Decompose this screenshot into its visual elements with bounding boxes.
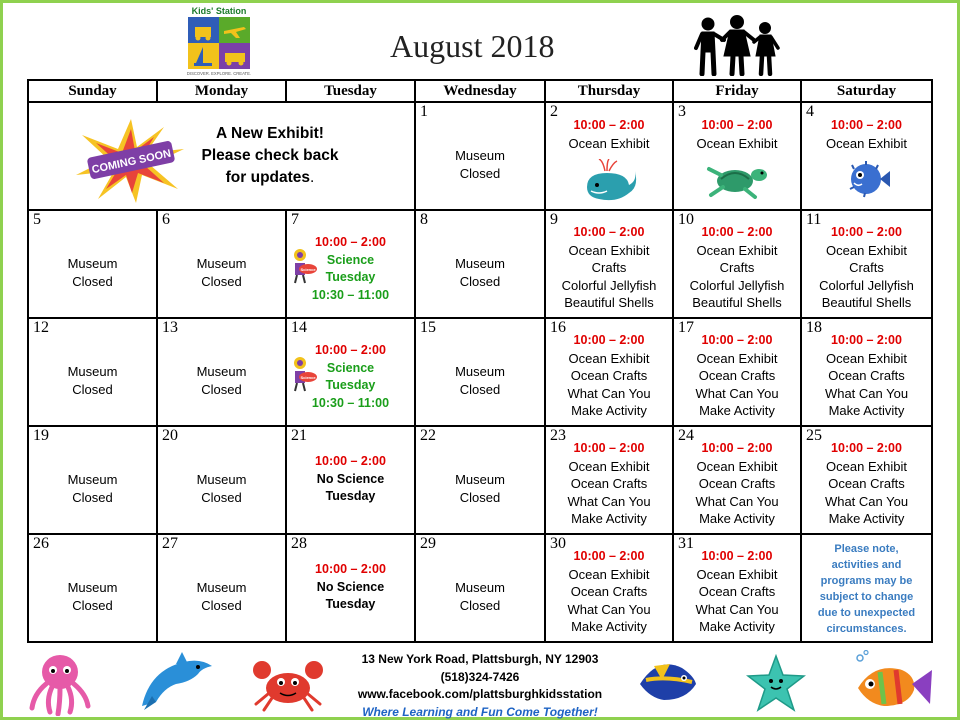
day-events — [158, 471, 285, 506]
event-line: Ocean Exhibit — [674, 350, 800, 368]
day-number: 14 — [291, 319, 307, 337]
event-line: Science — [287, 252, 414, 270]
event-line: Ocean Exhibit — [802, 135, 931, 153]
event-line: 10:00 – 2:00 — [287, 453, 414, 471]
day-events — [802, 332, 931, 420]
event-line: Closed — [416, 489, 544, 507]
event-line: Museum — [158, 471, 285, 489]
event-line: Closed — [416, 597, 544, 615]
event-line: Tuesday — [287, 596, 414, 614]
event-line: Beautiful Shells — [802, 294, 931, 312]
event-line: Ocean Crafts — [802, 475, 931, 493]
event-line: Museum — [416, 255, 544, 273]
event-line: What Can You — [546, 601, 672, 619]
event-line: 10:00 – 2:00 — [287, 234, 414, 252]
day-cell — [545, 102, 673, 210]
week-row — [28, 210, 932, 318]
new-exhibit-text: A New Exhibit! Please check back for updates. — [195, 123, 345, 189]
day-number: 3 — [678, 103, 686, 121]
day-events — [802, 224, 931, 312]
event-line: Ocean Exhibit — [802, 458, 931, 476]
event-line: Make Activity — [674, 402, 800, 420]
event-line: Museum — [158, 255, 285, 273]
event-line: Closed — [29, 381, 156, 399]
day-events — [674, 117, 800, 152]
day-number: 18 — [806, 319, 822, 337]
day-cell — [801, 426, 932, 534]
event-line: What Can You — [546, 385, 672, 403]
event-line: Museum — [158, 579, 285, 597]
event-line: Ocean Crafts — [674, 475, 800, 493]
day-cell — [286, 534, 415, 642]
event-line: Ocean Crafts — [546, 583, 672, 601]
day-number: 1 — [420, 103, 428, 121]
day-cell — [28, 210, 157, 318]
event-line: What Can You — [674, 601, 800, 619]
event-line: Beautiful Shells — [674, 294, 800, 312]
science-figure-icon — [291, 355, 317, 393]
day-cell — [801, 318, 932, 426]
event-line: 10:00 – 2:00 — [546, 548, 672, 566]
science-figure-icon — [291, 247, 317, 285]
event-line: Ocean Crafts — [802, 367, 931, 385]
event-line: Crafts — [674, 259, 800, 277]
coming-soon-banner — [28, 102, 415, 210]
day-events — [416, 471, 544, 506]
day-cell — [157, 534, 286, 642]
event-line: What Can You — [802, 493, 931, 511]
event-line: Tuesday — [287, 488, 414, 506]
event-line: Museum — [158, 363, 285, 381]
day-cell — [415, 534, 545, 642]
day-number: 13 — [162, 319, 178, 337]
day-number: 31 — [678, 535, 694, 553]
notice-cell — [801, 534, 932, 642]
event-line: Closed — [158, 597, 285, 615]
kids-station-logo — [186, 5, 252, 77]
pufferfish-icon — [844, 159, 890, 199]
day-number: 26 — [33, 535, 49, 553]
event-line: Closed — [158, 273, 285, 291]
event-line: 10:00 – 2:00 — [546, 332, 672, 350]
event-line: 10:30 – 11:00 — [287, 287, 414, 305]
dolphin-icon — [136, 650, 216, 712]
event-line: Museum — [29, 363, 156, 381]
event-line: Science — [287, 360, 414, 378]
day-number: 27 — [162, 535, 178, 553]
event-line: Make Activity — [674, 510, 800, 528]
day-number: 5 — [33, 211, 41, 229]
svg-text:Science: Science — [300, 267, 316, 272]
event-line: Closed — [416, 381, 544, 399]
day-cell — [673, 426, 801, 534]
weekday-header: Wednesday — [415, 80, 545, 102]
event-line: Ocean Exhibit — [674, 458, 800, 476]
day-number: 30 — [550, 535, 566, 553]
event-line: Ocean Exhibit — [546, 135, 672, 153]
day-cell — [28, 534, 157, 642]
day-events — [29, 471, 156, 506]
event-line: Closed — [416, 273, 544, 291]
event-line: Ocean Exhibit — [674, 242, 800, 260]
event-line: 10:00 – 2:00 — [546, 224, 672, 242]
event-line: Museum — [416, 147, 544, 165]
day-number: 15 — [420, 319, 436, 337]
page-title: August 2018 — [390, 28, 554, 65]
svg-text:DISCOVER. EXPLORE. CREATE.: DISCOVER. EXPLORE. CREATE. — [187, 71, 251, 76]
event-line: Ocean Exhibit — [674, 566, 800, 584]
event-line: Ocean Exhibit — [546, 350, 672, 368]
day-events — [674, 332, 800, 420]
day-events — [416, 255, 544, 290]
event-line: Make Activity — [546, 618, 672, 636]
day-number: 6 — [162, 211, 170, 229]
event-line: Museum — [29, 255, 156, 273]
event-line: Tuesday — [287, 377, 414, 395]
event-line: 10:00 – 2:00 — [546, 440, 672, 458]
day-cell — [801, 210, 932, 318]
event-line: 10:00 – 2:00 — [287, 342, 414, 360]
event-line: What Can You — [546, 493, 672, 511]
day-cell — [28, 426, 157, 534]
day-cell — [415, 210, 545, 318]
event-line: Crafts — [546, 259, 672, 277]
day-number: 23 — [550, 427, 566, 445]
day-cell — [673, 102, 801, 210]
event-line: Closed — [158, 381, 285, 399]
event-line: Beautiful Shells — [546, 294, 672, 312]
day-events — [287, 561, 414, 614]
day-events — [416, 579, 544, 614]
day-cell — [286, 426, 415, 534]
event-line: Colorful Jellyfish — [546, 277, 672, 295]
day-number: 29 — [420, 535, 436, 553]
day-number: 21 — [291, 427, 307, 445]
event-line: 10:00 – 2:00 — [674, 117, 800, 135]
day-events — [674, 440, 800, 528]
event-line: Closed — [29, 489, 156, 507]
whale-icon — [581, 159, 637, 203]
calendar-grid — [27, 79, 933, 643]
weekday-header: Tuesday — [286, 80, 415, 102]
day-cell — [415, 102, 545, 210]
day-cell — [157, 210, 286, 318]
event-line: Ocean Exhibit — [674, 135, 800, 153]
day-number: 28 — [291, 535, 307, 553]
event-line: Crafts — [802, 259, 931, 277]
day-events — [546, 117, 672, 152]
week-row — [28, 426, 932, 534]
weekday-header: Sunday — [28, 80, 157, 102]
day-events — [546, 332, 672, 420]
day-events — [158, 363, 285, 398]
day-number: 20 — [162, 427, 178, 445]
event-line: Ocean Crafts — [674, 583, 800, 601]
day-events — [29, 579, 156, 614]
day-number: 11 — [806, 211, 821, 229]
day-cell — [157, 318, 286, 426]
event-line: Ocean Exhibit — [546, 242, 672, 260]
day-number: 17 — [678, 319, 694, 337]
event-line: Closed — [416, 165, 544, 183]
day-number: 7 — [291, 211, 299, 229]
weekday-header-row — [28, 80, 932, 102]
event-line: Ocean Crafts — [546, 367, 672, 385]
week-row — [28, 534, 932, 642]
day-events — [29, 255, 156, 290]
day-number: 4 — [806, 103, 814, 121]
event-line: No Science — [287, 579, 414, 597]
day-number: 24 — [678, 427, 694, 445]
day-events — [29, 363, 156, 398]
event-line: Closed — [158, 489, 285, 507]
svg-text:COMING SOON: COMING SOON — [91, 148, 172, 177]
weekday-header: Friday — [673, 80, 801, 102]
footer-contact — [300, 651, 660, 721]
crab-icon — [250, 656, 326, 712]
event-line: 10:00 – 2:00 — [674, 440, 800, 458]
day-events — [416, 147, 544, 182]
event-line: 10:00 – 2:00 — [802, 117, 931, 135]
event-line: 10:00 – 2:00 — [287, 561, 414, 579]
tropical-fish-icon — [636, 650, 698, 712]
event-line: Ocean Exhibit — [546, 566, 672, 584]
sea-turtle-icon — [705, 159, 769, 199]
weekday-header: Thursday — [545, 80, 673, 102]
event-line: 10:00 – 2:00 — [674, 548, 800, 566]
phone: (518)324-7426 — [300, 669, 660, 687]
day-cell — [673, 534, 801, 642]
event-line: Museum — [29, 471, 156, 489]
day-cell — [28, 318, 157, 426]
svg-text:Kids' Station: Kids' Station — [192, 6, 247, 16]
event-line: 10:00 – 2:00 — [802, 332, 931, 350]
event-line: 10:00 – 2:00 — [802, 440, 931, 458]
event-line: Museum — [29, 579, 156, 597]
day-number: 9 — [550, 211, 558, 229]
event-line: Make Activity — [546, 510, 672, 528]
event-line: 10:00 – 2:00 — [546, 117, 672, 135]
day-illustration — [674, 159, 800, 204]
day-illustration — [546, 159, 672, 208]
day-events — [802, 117, 931, 152]
event-line: Closed — [29, 273, 156, 291]
day-cell — [545, 534, 673, 642]
day-cell — [545, 318, 673, 426]
day-events — [546, 548, 672, 636]
day-cell — [545, 210, 673, 318]
day-cell — [415, 426, 545, 534]
event-line: 10:30 – 11:00 — [287, 395, 414, 413]
event-line: Colorful Jellyfish — [674, 277, 800, 295]
svg-text:Science: Science — [300, 375, 316, 380]
day-events — [674, 548, 800, 636]
event-line: Tuesday — [287, 269, 414, 287]
event-line: No Science — [287, 471, 414, 489]
website-link[interactable]: www.facebook.com/plattsburghkidsstation — [300, 686, 660, 704]
week-row — [28, 318, 932, 426]
day-number: 2 — [550, 103, 558, 121]
day-cell — [673, 318, 801, 426]
day-number: 10 — [678, 211, 694, 229]
day-number: 25 — [806, 427, 822, 445]
event-line: What Can You — [674, 385, 800, 403]
weekday-header: Saturday — [801, 80, 932, 102]
event-line: Make Activity — [546, 402, 672, 420]
day-cell — [157, 426, 286, 534]
event-line: Closed — [29, 597, 156, 615]
day-number: 19 — [33, 427, 49, 445]
day-number: 8 — [420, 211, 428, 229]
day-cell — [545, 426, 673, 534]
event-line: Ocean Exhibit — [802, 242, 931, 260]
event-line: Colorful Jellyfish — [802, 277, 931, 295]
day-cell — [673, 210, 801, 318]
weekday-header: Monday — [157, 80, 286, 102]
event-line: Ocean Crafts — [546, 475, 672, 493]
event-line: Make Activity — [802, 510, 931, 528]
day-number: 12 — [33, 319, 49, 337]
day-events — [674, 224, 800, 312]
event-line: Museum — [416, 363, 544, 381]
event-line: 10:00 – 2:00 — [802, 224, 931, 242]
day-cell — [415, 318, 545, 426]
event-line: Make Activity — [674, 618, 800, 636]
children-silhouette-icon — [694, 14, 780, 76]
day-cell — [286, 318, 415, 426]
address: 13 New York Road, Plattsburgh, NY 12903 — [300, 651, 660, 669]
day-events — [802, 440, 931, 528]
day-events — [546, 224, 672, 312]
event-line: What Can You — [802, 385, 931, 403]
octopus-icon — [28, 650, 92, 716]
day-cell — [801, 102, 932, 210]
day-number: 22 — [420, 427, 436, 445]
event-line: Museum — [416, 579, 544, 597]
day-events — [546, 440, 672, 528]
day-number: 16 — [550, 319, 566, 337]
day-illustration — [802, 159, 931, 204]
event-line: What Can You — [674, 493, 800, 511]
day-events — [158, 255, 285, 290]
event-line: Museum — [416, 471, 544, 489]
event-line: Ocean Exhibit — [546, 458, 672, 476]
tagline: Where Learning and Fun Come Together! — [300, 704, 660, 721]
day-cell — [286, 210, 415, 318]
day-events — [416, 363, 544, 398]
event-line: 10:00 – 2:00 — [674, 224, 800, 242]
day-events — [287, 453, 414, 506]
event-line: Make Activity — [802, 402, 931, 420]
event-line: Ocean Exhibit — [802, 350, 931, 368]
starfish-icon — [746, 654, 806, 712]
event-line: 10:00 – 2:00 — [674, 332, 800, 350]
clownfish-icon — [850, 650, 934, 716]
event-line: Ocean Crafts — [674, 367, 800, 385]
change-notice: Please note, activities and programs may be subject to change due to unexpected circumstances. — [802, 541, 931, 637]
day-events — [158, 579, 285, 614]
week-row — [28, 102, 932, 210]
coming-soon-badge-icon — [74, 119, 188, 203]
